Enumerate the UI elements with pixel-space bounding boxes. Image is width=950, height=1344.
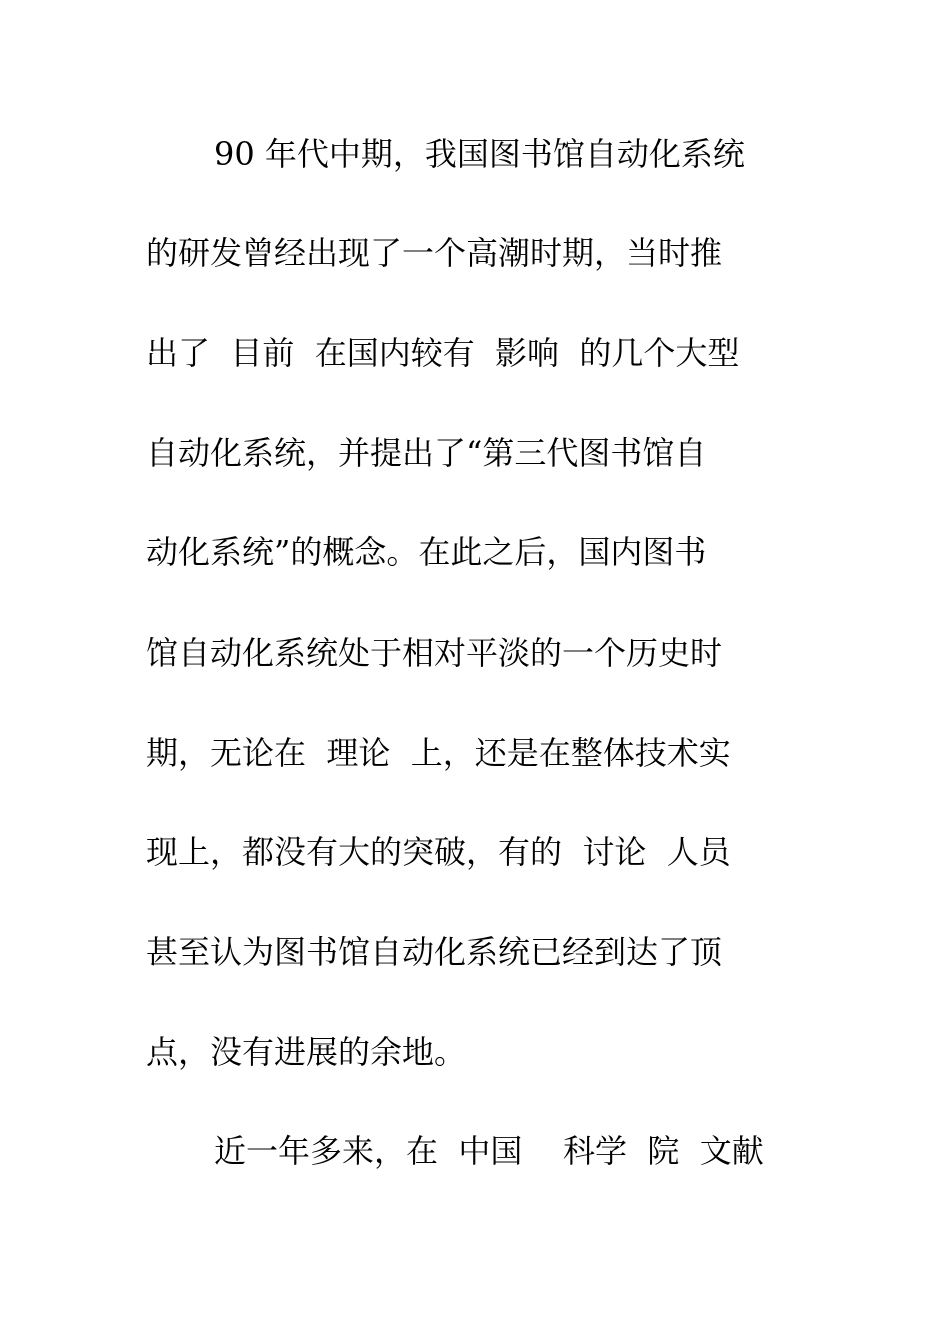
paragraph-1-line-6: 馆自动化系统处于相对平淡的一个历史时	[146, 634, 723, 672]
paragraph-1-line-7: 期，无论在 理论 上，还是在整体技术实	[146, 734, 731, 772]
paragraph-1-line-10: 点，没有进展的余地。	[146, 1033, 467, 1071]
paragraph-1-line-1: 90 年代中期，我国图书馆自动化系统	[214, 135, 745, 173]
paragraph-1-line-2: 的研发曾经出现了一个高潮时期，当时推	[146, 234, 723, 272]
paragraph-1-line-5: 动化系统”的概念。在此之后，国内图书	[146, 533, 707, 571]
paragraph-2-line-1: 近一年多来，在 中国 科学 院 文献	[214, 1132, 764, 1170]
paragraph-1-line-4: 自动化系统，并提出了“第三代图书馆自	[146, 434, 707, 472]
paragraph-1-line-9: 甚至认为图书馆自动化系统已经到达了顶	[146, 933, 723, 971]
paragraph-1-line-3: 出了 目前 在国内较有 影响 的几个大型	[146, 334, 740, 372]
paragraph-1-line-8: 现上，都没有大的突破，有的 讨论 人员	[146, 833, 731, 871]
